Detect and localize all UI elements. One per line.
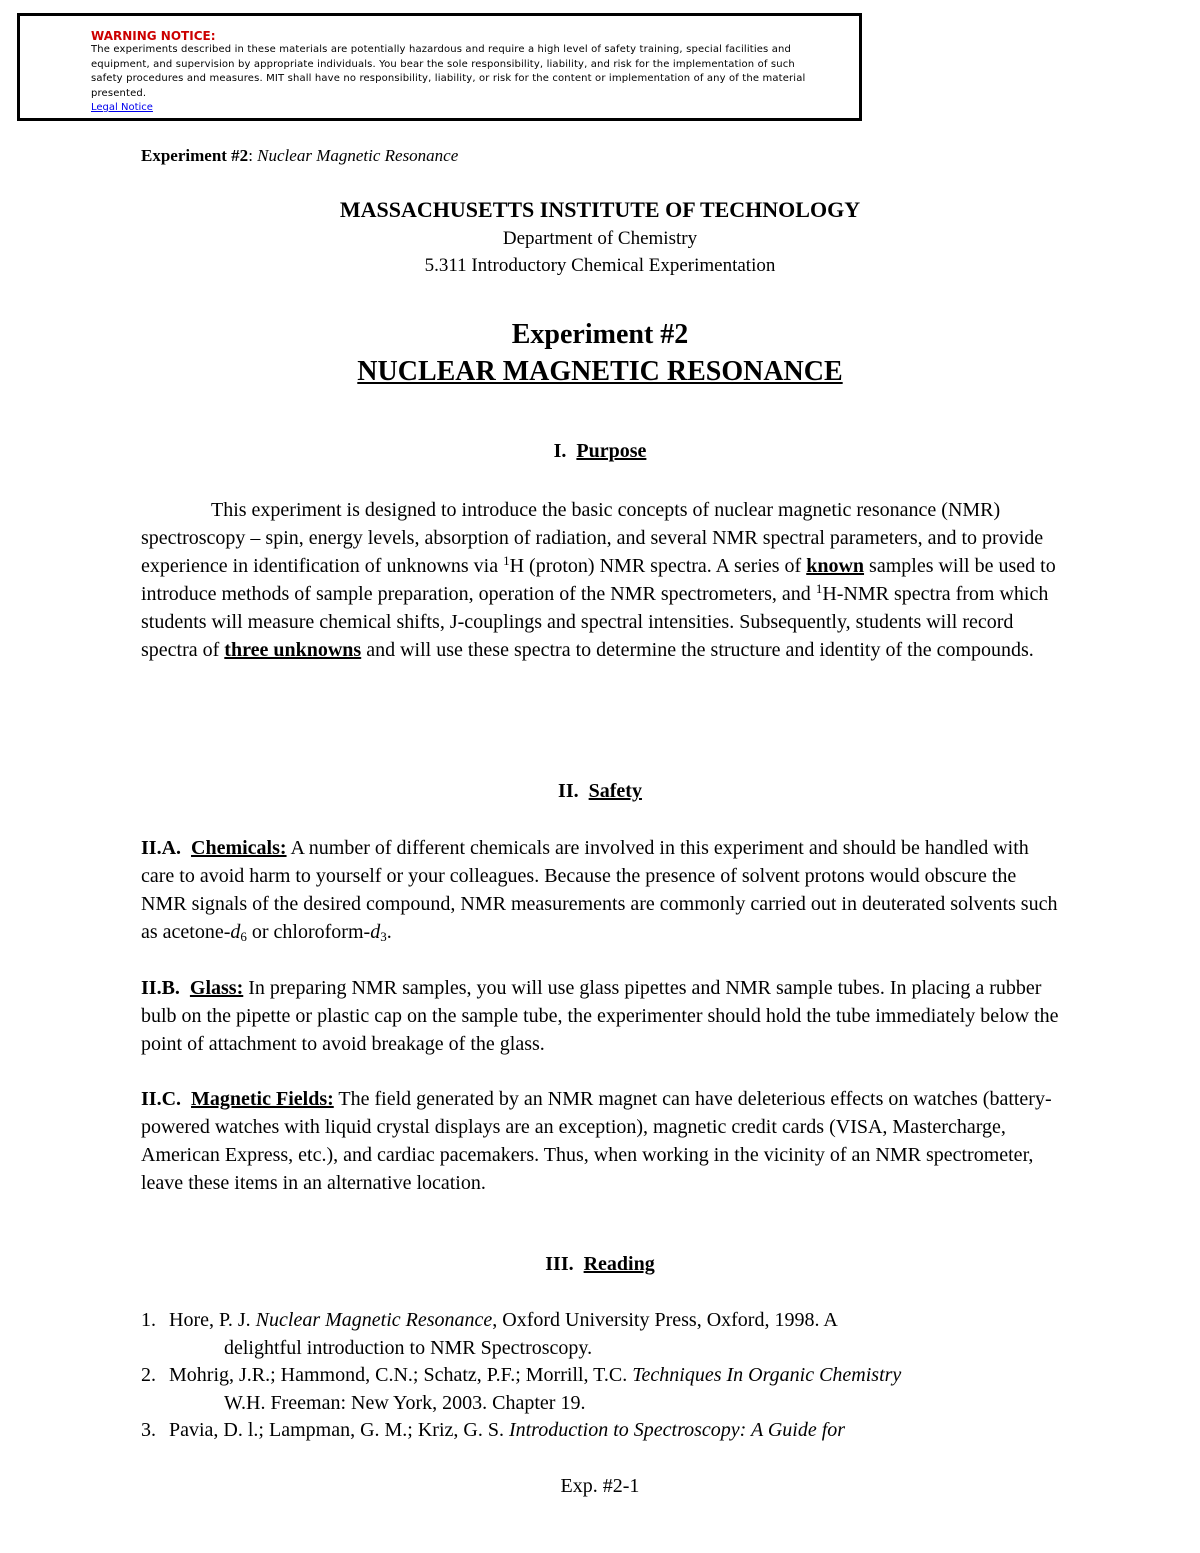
- warning-notice-box: [17, 13, 862, 121]
- header-sep: :: [248, 146, 258, 165]
- chemicals-sub-2: 3: [380, 929, 387, 944]
- chemicals-text-2: or chloroform-: [246, 921, 371, 943]
- header-label: Experiment #2: [141, 146, 249, 165]
- magnetic-title: Magnetic Fields:: [191, 1088, 334, 1110]
- purpose-known: known: [806, 555, 865, 577]
- reading-numeral: III.: [545, 1253, 574, 1275]
- reading-item-continuation: delightful introduction to NMR Spectroscopy.: [224, 1336, 593, 1359]
- running-header: [141, 146, 458, 166]
- safety-heading: [0, 780, 1200, 803]
- safety-numeral: II.: [558, 780, 579, 802]
- reading-item-title: Introduction to Spectroscopy: A Guide for: [508, 1419, 846, 1441]
- chemicals-title: Chemicals:: [191, 837, 287, 859]
- reading-heading-text: Reading: [583, 1253, 655, 1275]
- reading-heading: [0, 1253, 1200, 1276]
- purpose-sup-2: 1: [815, 581, 823, 596]
- reading-list: [141, 1307, 1061, 1445]
- purpose-heading: [0, 440, 1200, 463]
- warning-body: The experiments described in these materials are potentially hazardous and require a high level of safety training, special facilities and equipment, and supervision by appropriate individuals. You bear the sole responsibility, liability, and risk for the implementation of such safety procedures and measures. MIT shall have no responsibility, liability, or risk for the content or implementation of any of the material presented.: [91, 44, 806, 99]
- purpose-text-4: H-NMR spectra from which students will measure chemical shifts, J-couplings and spectral intensities. Subsequently, students will record spectra of: [141, 583, 1049, 661]
- glass-title: Glass:: [189, 977, 244, 999]
- reading-item-title: Techniques In Organic Chemistry: [632, 1364, 902, 1386]
- warning-title: WARNING NOTICE:: [91, 29, 216, 43]
- chemicals-text-3: .: [386, 921, 392, 943]
- experiment-number: Experiment #2: [511, 319, 689, 350]
- purpose-text-5: and will use these spectra to determine the structure and identity of the compounds.: [361, 639, 1034, 661]
- magnetic-text: The field generated by an NMR magnet can have deleterious effects on watches (battery-powered watches with liquid crystal displays are an exception), magnetic credit cards (VISA, Mastercharge, American Express, etc.), and cardiac pacemakers. Thus, when working in the vicinity of an NMR spectrometer, leave these items in an alternative location.: [141, 1088, 1052, 1194]
- glass-text: In preparing NMR samples, you will use glass pipettes and NMR sample tubes. In placing a rubber bulb on the pipette or plastic cap on the sample tube, the experimenter should hold the tube immediately below the point of attachment to avoid breakage of the glass.: [141, 977, 1059, 1055]
- page-footer: Exp. #2-1: [560, 1475, 640, 1497]
- purpose-paragraph: [141, 496, 1061, 664]
- legal-notice-link[interactable]: Legal Notice: [91, 102, 153, 113]
- course-name: 5.311 Introductory Chemical Experimentation: [424, 255, 776, 276]
- reading-item-continuation: W.H. Freeman: New York, 2003. Chapter 19.: [224, 1391, 586, 1414]
- chemicals-d-2: d: [370, 921, 381, 943]
- chemicals-d-1: d: [230, 921, 241, 943]
- reading-item-number: 1.: [141, 1309, 156, 1331]
- reading-item: [141, 1362, 1061, 1417]
- chemicals-text-1: A number of different chemicals are involved in this experiment and should be handled with care to avoid harm to yourself or your colleagues. Because the presence of solvent protons would obscure the NMR signals of the desired compound, NMR measurements are commonly carried out in deuterated solvents such as acetone-: [141, 837, 1058, 943]
- header-subject: Nuclear Magnetic Resonance: [257, 146, 459, 165]
- reading-item-authors: Mohrig, J.R.; Hammond, C.N.; Schatz, P.F.; Morrill, T.C.: [169, 1364, 633, 1386]
- reading-item: [141, 1417, 1061, 1445]
- purpose-numeral: I.: [553, 440, 567, 462]
- reading-item-authors: Pavia, D. l.; Lampman, G. M.; Kriz, G. S.: [169, 1419, 509, 1441]
- purpose-text-3: samples will be used to introduce methods of sample preparation, operation of the NMR spectrometers, and: [141, 555, 1056, 605]
- department-name: Department of Chemistry: [502, 228, 698, 249]
- chemicals-paragraph: [141, 834, 1061, 946]
- reading-item-authors: Hore, P. J.: [169, 1309, 256, 1331]
- magnetic-label: II.C.: [141, 1088, 182, 1110]
- reading-item-publisher: , Oxford University Press, Oxford, 1998. A: [492, 1309, 838, 1331]
- reading-item-title: Nuclear Magnetic Resonance: [255, 1309, 493, 1331]
- reading-item-number: 2.: [141, 1364, 156, 1386]
- institution-name: MASSACHUSETTS INSTITUTE OF TECHNOLOGY: [339, 197, 861, 222]
- purpose-text-1: This experiment is designed to introduce the basic concepts of nuclear magnetic resonance (NMR) spectroscopy – spin, energy levels, absorption of radiation, and several NMR spectral parameters, and to provide experience in identification of unknowns via: [141, 499, 1044, 577]
- reading-item: [141, 1307, 1061, 1362]
- experiment-title: NUCLEAR MAGNETIC RESONANCE: [357, 356, 843, 387]
- purpose-heading-text: Purpose: [576, 440, 647, 462]
- purpose-three-unknowns: three unknowns: [224, 639, 362, 661]
- glass-label: II.B.: [141, 977, 180, 999]
- chemicals-label: II.A.: [141, 837, 182, 859]
- safety-heading-text: Safety: [588, 780, 642, 802]
- chemicals-sub-1: 6: [240, 929, 247, 944]
- magnetic-fields-paragraph: [141, 1085, 1061, 1197]
- reading-item-number: 3.: [141, 1419, 156, 1441]
- purpose-text-2: H (proton) NMR spectra. A series of: [509, 555, 807, 577]
- glass-paragraph: [141, 974, 1061, 1058]
- purpose-sup-1: 1: [503, 553, 510, 568]
